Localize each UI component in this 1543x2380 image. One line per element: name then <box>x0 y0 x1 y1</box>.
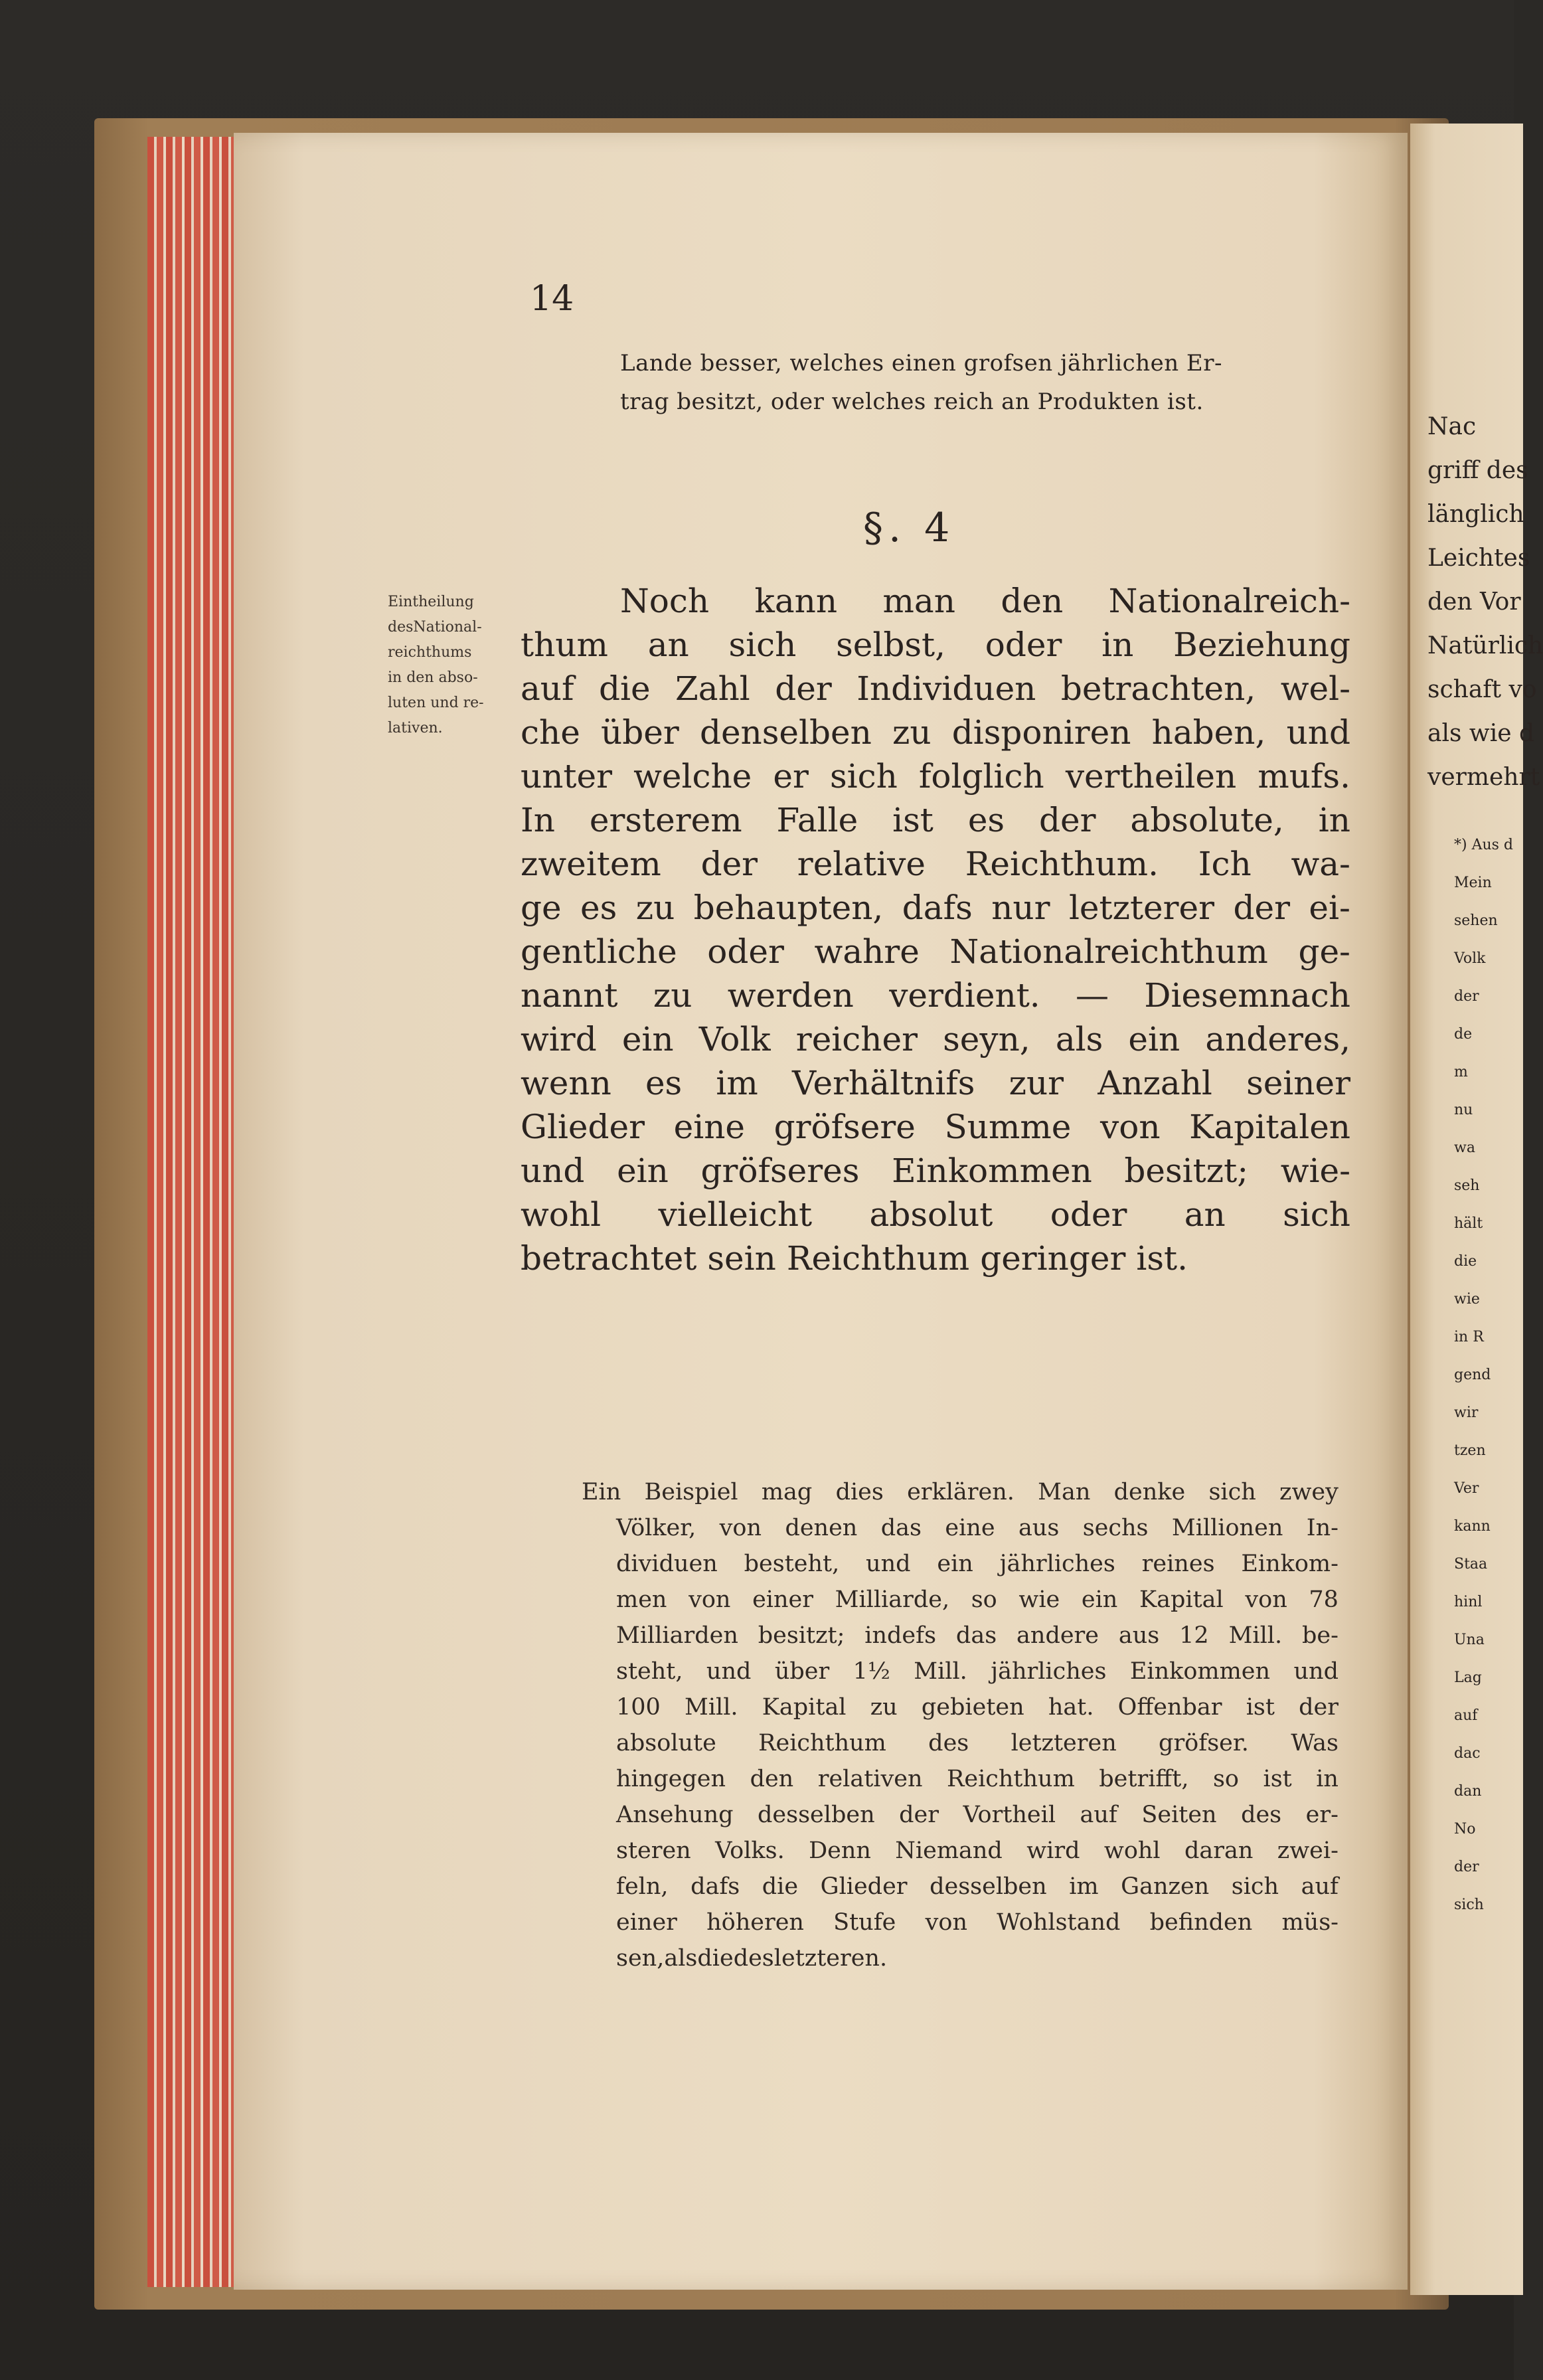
text-line: Ein Beispiel mag dies erklären. Man denke sich zwey <box>582 1479 1339 1505</box>
text-line: thum an sich selbst, oder in Beziehung <box>521 626 1350 664</box>
right-page-line: Natürlich <box>1427 632 1543 659</box>
text-line: steren Volks. Denn Niemand wird wohl daran zwei- <box>616 1837 1339 1864</box>
text-line: wird ein Volk reicher seyn, als ein anderes, <box>521 1020 1350 1059</box>
right-page-line: m <box>1454 1064 1468 1080</box>
red-page-edges <box>147 137 240 2287</box>
right-page-small-lines <box>1427 826 1514 1924</box>
right-page-line: der <box>1454 988 1479 1005</box>
text-line: nannt zu werden verdient. — Diesemnach <box>521 976 1350 1015</box>
right-page-line: als wie d <box>1427 720 1535 747</box>
right-page-line: Leichtes <box>1427 545 1530 572</box>
right-page-line: No <box>1454 1821 1476 1837</box>
right-page-line: die <box>1454 1253 1477 1270</box>
right-page-line: gend <box>1454 1367 1491 1383</box>
text-line: Ansehung desselben der Vortheil auf Seiten des er- <box>616 1802 1339 1828</box>
right-page-line: hält <box>1454 1215 1483 1232</box>
margin-note-line: desNational- <box>388 619 482 636</box>
right-page-line: *) Aus d <box>1454 837 1513 853</box>
top-line: Lande besser, welches einen grofsen jährlichen Er- <box>620 350 1222 377</box>
right-page-line: dac <box>1454 1745 1481 1762</box>
text-line: men von einer Milliarde, so wie ein Kapital von 78 <box>616 1586 1339 1613</box>
right-page-line: wir <box>1454 1404 1479 1421</box>
text-line: Glieder eine gröfsere Summe von Kapitalen <box>521 1108 1350 1146</box>
text-line: absolute Reichthum des letzteren gröfser. Was <box>616 1730 1339 1756</box>
right-page-line: Nac <box>1427 413 1477 440</box>
text-line: gentliche oder wahre Nationalreichthum ge- <box>521 932 1350 971</box>
right-page-line: Lag <box>1454 1669 1482 1686</box>
right-page-line: der <box>1454 1859 1479 1875</box>
right-page-line: Staa <box>1454 1556 1488 1572</box>
text-line: Milliarden besitzt; indefs das andere aus 12 Mill. be- <box>616 1622 1339 1649</box>
text-line: einer höheren Stufe von Wohlstand befinden müs- <box>616 1909 1339 1936</box>
right-page-line: Una <box>1454 1632 1485 1648</box>
right-page-line: vermehrt <box>1427 764 1540 791</box>
right-page-line: dan <box>1454 1783 1482 1800</box>
right-page-line: wie <box>1454 1291 1480 1308</box>
text-line: hingegen den relativen Reichthum betrifft, so ist in <box>616 1766 1339 1792</box>
text-line: feln, dafs die Glieder desselben im Ganzen sich auf <box>616 1873 1339 1900</box>
right-page-line: hinl <box>1454 1594 1483 1610</box>
text-line: und ein gröfseres Einkommen besitzt; wie- <box>521 1151 1350 1190</box>
top-line: trag besitzt, oder welches reich an Produkten ist. <box>620 388 1204 415</box>
margin-note-line: Eintheilung <box>388 594 474 610</box>
right-page-line: Mein <box>1454 875 1492 891</box>
right-page-line: nu <box>1454 1102 1473 1118</box>
right-page-line: Ver <box>1454 1480 1479 1497</box>
right-page-line: griff des <box>1427 457 1528 484</box>
text-line: Völker, von denen das eine aus sechs Millionen In- <box>616 1515 1339 1541</box>
right-page-line: de <box>1454 1026 1473 1043</box>
text-line: wenn es im Verhältnifs zur Anzahl seiner <box>521 1064 1350 1102</box>
text-line: zweitem der relative Reichthum. Ich wa- <box>521 845 1350 883</box>
margin-note-line: in den abso- <box>388 669 478 686</box>
right-page-large-lines <box>1427 405 1543 800</box>
right-page-line: tzen <box>1454 1442 1486 1459</box>
right-page-line: sehen <box>1454 912 1498 929</box>
text-line: In ersterem Falle ist es der absolute, in <box>521 801 1350 839</box>
right-page-line: länglich <box>1427 501 1524 528</box>
right-page-line: Volk <box>1454 950 1486 967</box>
text-line: auf die Zahl der Individuen betrachten, wel- <box>521 669 1350 708</box>
right-page-line: den Vor <box>1427 588 1521 616</box>
continued-text <box>620 344 1350 421</box>
text-line: ge es zu behaupten, dafs nur letzterer der ei- <box>521 889 1350 927</box>
margin-note-line: lativen. <box>388 720 443 736</box>
text-line: Noch kann man den Nationalreich- <box>620 582 1350 620</box>
right-page-line: in R <box>1454 1329 1484 1345</box>
right-page-line: kann <box>1454 1518 1491 1535</box>
text-line: 100 Mill. Kapital zu gebieten hat. Offenbar ist der <box>616 1694 1339 1721</box>
page-number: 14 <box>530 279 574 319</box>
section-heading: §. 4 <box>863 505 955 551</box>
margin-note-line: reichthums <box>388 644 472 661</box>
text-line: unter welche er sich folglich vertheilen mufs. <box>521 757 1350 796</box>
margin-note-line: luten und re- <box>388 695 484 711</box>
right-page-line: auf <box>1454 1707 1478 1724</box>
margin-note <box>388 590 527 741</box>
right-page-line: wa <box>1454 1140 1475 1156</box>
text-line: wohl vielleicht absolut oder an sich <box>521 1195 1350 1234</box>
main-paragraph <box>521 579 1350 1280</box>
right-page-text <box>1427 405 1543 1924</box>
right-page-line: schaft vo <box>1427 676 1537 703</box>
example-paragraph <box>582 1474 1339 1976</box>
text-line: dividuen besteht, und ein jährliches reines Einkom- <box>616 1551 1339 1577</box>
text-line: che über denselben zu disponiren haben, und <box>521 713 1350 752</box>
text-line: steht, und über 1½ Mill. jährliches Einkommen und <box>616 1658 1339 1685</box>
right-page-line: sich <box>1454 1897 1484 1913</box>
right-page-line: seh <box>1454 1177 1480 1194</box>
text-line: betrachtet sein Reichthum geringer ist. <box>521 1239 1188 1278</box>
text-line: sen, als die des letzteren. <box>616 1945 888 1972</box>
